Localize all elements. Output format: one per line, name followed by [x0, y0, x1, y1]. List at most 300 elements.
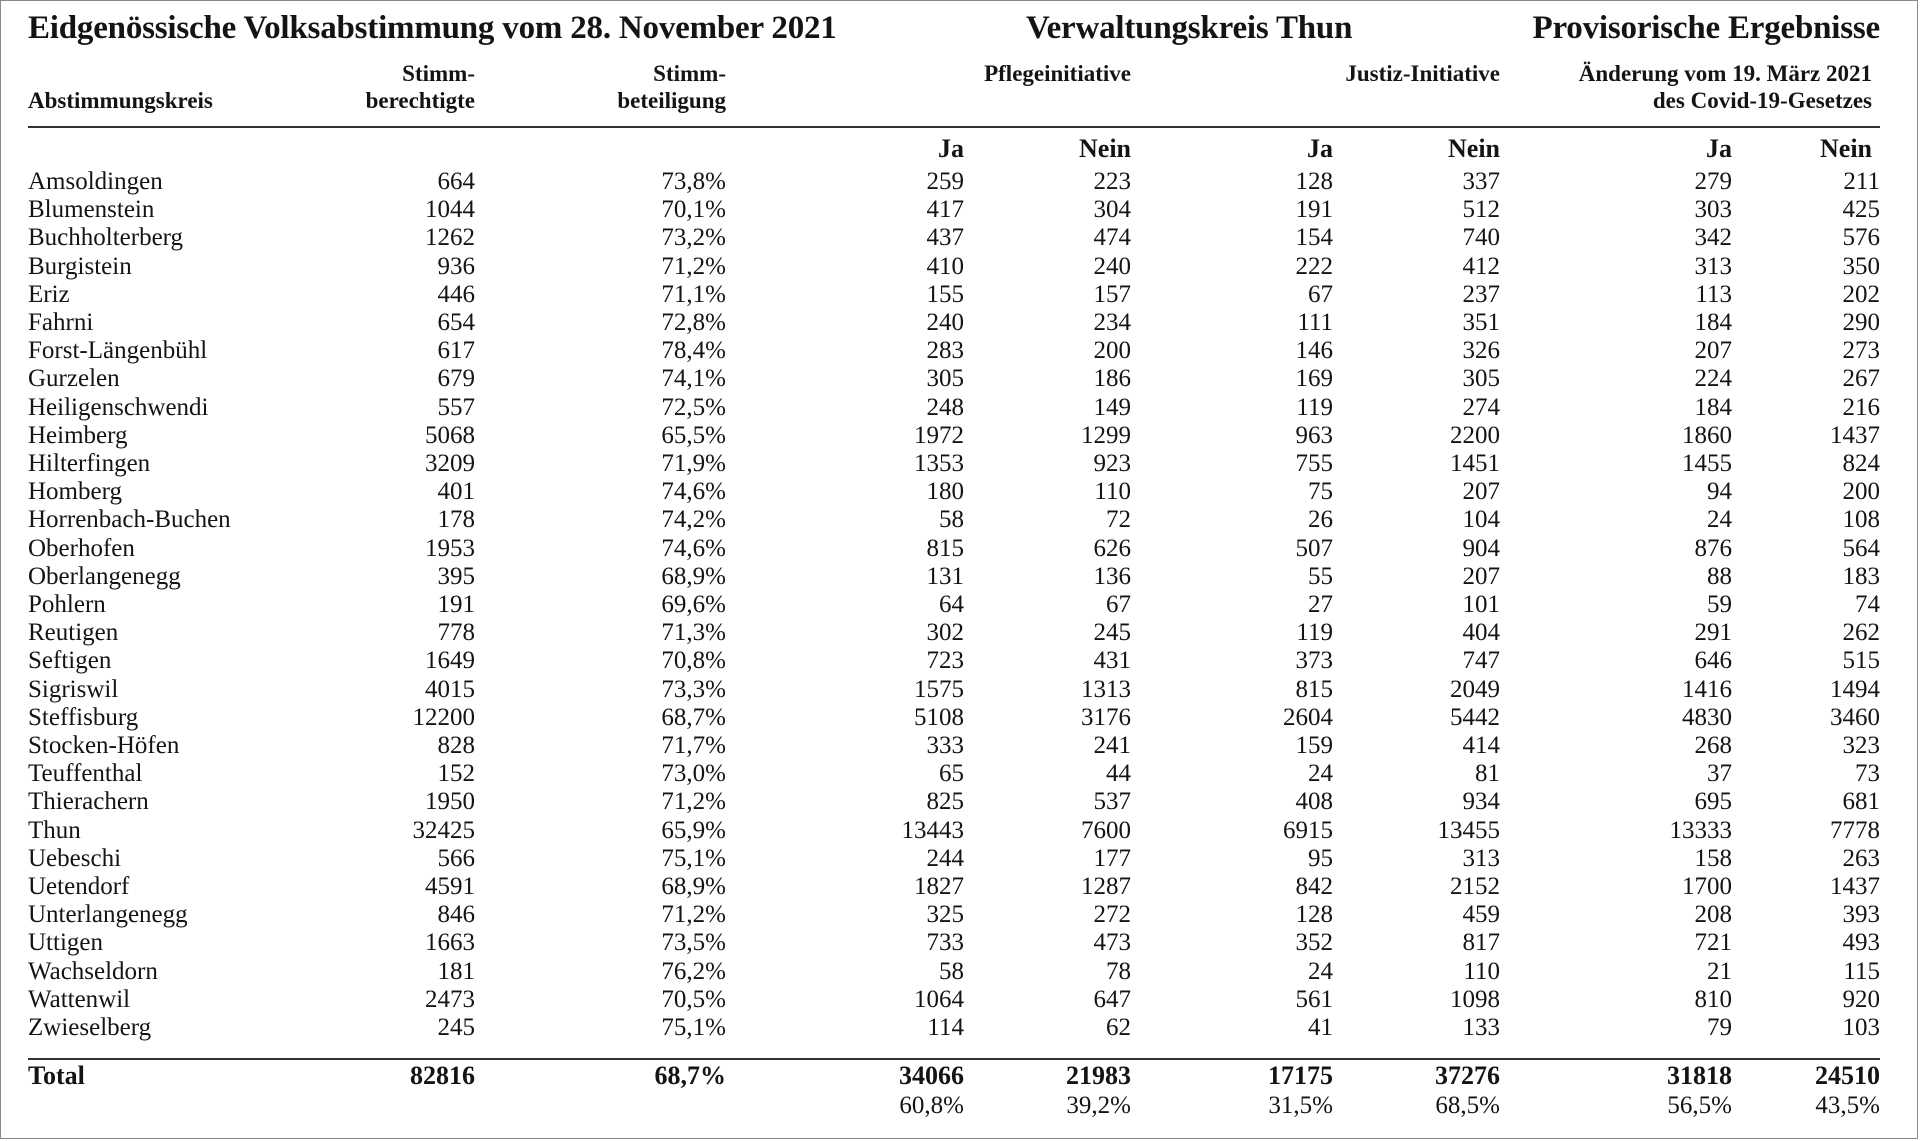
- header-covid-line2: des Covid-19-Gesetzes: [1652, 88, 1872, 113]
- column-header: [28, 56, 1880, 126]
- covid-nein: 108: [1842, 506, 1880, 534]
- pflege-nein: 626: [1093, 534, 1131, 562]
- stimmbeteiligung: 71,2%: [661, 252, 726, 280]
- covid-ja: 342: [1694, 224, 1732, 252]
- justiz-ja: 507: [1295, 534, 1333, 562]
- pflege-nein: 78: [1106, 957, 1131, 985]
- table-row: [28, 704, 1880, 732]
- municipality-name: Thierachern: [28, 788, 149, 816]
- stimmbeteiligung: 71,7%: [661, 732, 726, 760]
- stimmberechtigte: 178: [437, 506, 475, 534]
- justiz-nein: 207: [1462, 562, 1500, 590]
- total-section: [28, 1060, 1880, 1120]
- municipality-name: Uebeschi: [28, 844, 122, 872]
- table-row: [28, 478, 1880, 506]
- stimmbeteiligung: 75,1%: [661, 1014, 726, 1042]
- justiz-ja: 159: [1295, 732, 1333, 760]
- table-row: [28, 253, 1880, 281]
- stimmbeteiligung: 76,2%: [661, 957, 726, 985]
- stimmbeteiligung: 74,6%: [661, 478, 726, 506]
- covid-ja: 303: [1694, 196, 1732, 224]
- covid-nein: 183: [1842, 562, 1880, 590]
- stimmbeteiligung: 68,9%: [661, 562, 726, 590]
- municipality-name: Hilterfingen: [28, 450, 151, 478]
- covid-ja: 721: [1694, 929, 1732, 957]
- covid-nein: 1437: [1830, 421, 1880, 449]
- stimmberechtigte: 846: [437, 901, 475, 929]
- pflege-nein: 44: [1106, 760, 1131, 788]
- covid-nein: 576: [1842, 224, 1880, 252]
- covid-nein: 290: [1842, 309, 1880, 337]
- stimmbeteiligung: 73,5%: [661, 929, 726, 957]
- covid-nein: 262: [1842, 619, 1880, 647]
- justiz-ja: 191: [1295, 196, 1333, 224]
- covid-ja: 810: [1694, 985, 1732, 1013]
- stimmbeteiligung: 72,5%: [661, 393, 726, 421]
- stimmbeteiligung: 65,9%: [661, 816, 726, 844]
- covid-nein: 515: [1842, 647, 1880, 675]
- pflege-nein: 67: [1106, 591, 1131, 619]
- table-row: [28, 506, 1880, 534]
- stimmberechtigte: 1044: [425, 196, 475, 224]
- table-row: [28, 394, 1880, 422]
- justiz-ja: 561: [1295, 985, 1333, 1013]
- stimmberechtigte: 191: [437, 591, 475, 619]
- municipality-name: Eriz: [28, 280, 70, 308]
- results-table-body: [28, 168, 1880, 1042]
- pflege-nein: 473: [1093, 929, 1131, 957]
- pflege-nein: 647: [1093, 985, 1131, 1013]
- covid-nein: 323: [1842, 732, 1880, 760]
- pflege-nein: 223: [1093, 168, 1131, 195]
- covid-ja: 876: [1694, 534, 1732, 562]
- justiz-nein: 305: [1462, 365, 1500, 393]
- municipality-name: Oberlangenegg: [28, 562, 181, 590]
- header-pflegeinitiative: Pflegeinitiative: [984, 61, 1131, 86]
- table-row: [28, 168, 1880, 196]
- pflege-ja: 65: [939, 760, 964, 788]
- justiz-ja: 27: [1308, 591, 1333, 619]
- results-document: [28, 0, 1880, 1042]
- total-stimmbeteiligung: 68,7%: [654, 1061, 726, 1090]
- covid-nein: 1437: [1830, 873, 1880, 901]
- pct-pflege-nein: 39,2%: [1066, 1092, 1131, 1119]
- stimmberechtigte: 664: [437, 168, 475, 195]
- stimmberechtigte: 936: [437, 252, 475, 280]
- stimmbeteiligung: 74,2%: [661, 506, 726, 534]
- pflege-nein: 157: [1093, 280, 1131, 308]
- covid-ja: 184: [1694, 393, 1732, 421]
- table-row: [28, 760, 1880, 788]
- table-row: [28, 1014, 1880, 1042]
- justiz-nein: 512: [1462, 196, 1500, 224]
- municipality-name: Reutigen: [28, 619, 119, 647]
- stimmberechtigte: 3209: [425, 450, 475, 478]
- municipality-name: Stocken-Höfen: [28, 732, 180, 760]
- pflege-ja: 1575: [914, 675, 964, 703]
- covid-nein: 393: [1842, 901, 1880, 929]
- total-row: [28, 1060, 1880, 1092]
- justiz-nein: 817: [1462, 929, 1500, 957]
- total-covid-ja: 31818: [1667, 1061, 1732, 1090]
- justiz-ja: 169: [1295, 365, 1333, 393]
- header-stimmbeteiligung-line1: Stimm-: [653, 61, 726, 86]
- stimmberechtigte: 401: [437, 478, 475, 506]
- stimmbeteiligung: 73,2%: [661, 224, 726, 252]
- pflege-ja: 64: [939, 591, 964, 619]
- municipality-name: Steffisburg: [28, 703, 139, 731]
- pflege-nein: 1299: [1081, 421, 1131, 449]
- stimmbeteiligung: 71,9%: [661, 450, 726, 478]
- table-row: [28, 929, 1880, 957]
- justiz-nein: 133: [1462, 1014, 1500, 1042]
- table-row: [28, 676, 1880, 704]
- percent-row: [28, 1092, 1880, 1120]
- pflege-nein: 234: [1093, 309, 1131, 337]
- pflege-ja: 325: [926, 901, 964, 929]
- justiz-nein: 1451: [1450, 450, 1500, 478]
- stimmberechtigte: 181: [437, 957, 475, 985]
- covid-nein: 681: [1842, 788, 1880, 816]
- pct-pflege-ja: 60,8%: [899, 1092, 964, 1119]
- table-row: [28, 281, 1880, 309]
- covid-ja: 184: [1694, 309, 1732, 337]
- stimmbeteiligung: 70,5%: [661, 985, 726, 1013]
- header-stimmberechtigte-line1: Stimm-: [402, 61, 475, 86]
- covid-nein: 200: [1842, 478, 1880, 506]
- pflege-ja: 437: [926, 224, 964, 252]
- stimmbeteiligung: 72,8%: [661, 309, 726, 337]
- stimmberechtigte: 828: [437, 732, 475, 760]
- stimmbeteiligung: 68,7%: [661, 703, 726, 731]
- stimmberechtigte: 1649: [425, 647, 475, 675]
- header-justiz-initiative: Justiz-Initiative: [1345, 61, 1500, 86]
- municipality-name: Unterlangenegg: [28, 901, 188, 929]
- total-table: [28, 1060, 1880, 1120]
- table-row: [28, 365, 1880, 393]
- justiz-ja: 2604: [1283, 703, 1333, 731]
- pct-covid-ja: 56,5%: [1667, 1092, 1732, 1119]
- pflege-nein: 177: [1093, 844, 1131, 872]
- pflege-nein: 474: [1093, 224, 1131, 252]
- justiz-nein: 904: [1462, 534, 1500, 562]
- pflege-nein: 272: [1093, 901, 1131, 929]
- justiz-nein: 5442: [1450, 703, 1500, 731]
- stimmbeteiligung: 70,1%: [661, 196, 726, 224]
- stimmbeteiligung: 74,1%: [661, 365, 726, 393]
- stimmberechtigte: 2473: [425, 985, 475, 1013]
- stimmbeteiligung: 73,8%: [661, 168, 726, 195]
- table-row: [28, 958, 1880, 986]
- stimmberechtigte: 446: [437, 280, 475, 308]
- municipality-name: Burgistein: [28, 252, 132, 280]
- municipality-name: Pohlern: [28, 591, 106, 619]
- pflege-ja: 825: [926, 788, 964, 816]
- pct-justiz-ja: 31,5%: [1268, 1092, 1333, 1119]
- district-title: Verwaltungskreis Thun: [1026, 10, 1353, 46]
- stimmbeteiligung: 71,1%: [661, 280, 726, 308]
- pflege-ja: 58: [939, 506, 964, 534]
- justiz-nein: 81: [1475, 760, 1500, 788]
- pflege-ja: 305: [926, 365, 964, 393]
- justiz-ja: 75: [1308, 478, 1333, 506]
- covid-ja: 24: [1707, 506, 1732, 534]
- covid-ja: 1416: [1682, 675, 1732, 703]
- pflege-nein: 1313: [1081, 675, 1131, 703]
- total-stimmberechtigte: 82816: [410, 1061, 475, 1090]
- covid-nein: 493: [1842, 929, 1880, 957]
- municipality-name: Gurzelen: [28, 365, 120, 393]
- stimmberechtigte: 1262: [425, 224, 475, 252]
- justiz-ja: 95: [1308, 844, 1333, 872]
- pflege-ja: 723: [926, 647, 964, 675]
- justiz-ja: 154: [1295, 224, 1333, 252]
- pflege-ja-header: Ja: [938, 134, 964, 163]
- pflege-nein: 304: [1093, 196, 1131, 224]
- pflege-ja: 5108: [914, 703, 964, 731]
- stimmberechtigte: 1950: [425, 788, 475, 816]
- covid-ja: 158: [1694, 844, 1732, 872]
- pflege-ja: 248: [926, 393, 964, 421]
- justiz-nein: 1098: [1450, 985, 1500, 1013]
- table-row: [28, 450, 1880, 478]
- table-row: [28, 817, 1880, 845]
- table-row: [28, 647, 1880, 675]
- justiz-nein: 13455: [1437, 816, 1500, 844]
- stimmberechtigte: 32425: [412, 816, 475, 844]
- stimmberechtigte: 4591: [425, 873, 475, 901]
- covid-nein: 267: [1842, 365, 1880, 393]
- pflege-ja: 410: [926, 252, 964, 280]
- covid-ja: 646: [1694, 647, 1732, 675]
- justiz-nein: 740: [1462, 224, 1500, 252]
- justiz-nein: 110: [1463, 957, 1500, 985]
- covid-ja: 208: [1694, 901, 1732, 929]
- covid-nein: 202: [1842, 280, 1880, 308]
- header-stimmberechtigte-line2: berechtigte: [365, 88, 475, 113]
- pct-covid-nein: 43,5%: [1815, 1092, 1880, 1119]
- pflege-nein: 241: [1093, 732, 1131, 760]
- table-row: [28, 224, 1880, 252]
- covid-nein: 350: [1842, 252, 1880, 280]
- stimmberechtigte: 245: [437, 1014, 475, 1042]
- justiz-nein: 934: [1462, 788, 1500, 816]
- justiz-nein: 313: [1462, 844, 1500, 872]
- pflege-nein: 245: [1093, 619, 1131, 647]
- justiz-nein: 412: [1462, 252, 1500, 280]
- pflege-ja: 1064: [914, 985, 964, 1013]
- stimmbeteiligung: 65,5%: [661, 421, 726, 449]
- total-justiz-nein: 37276: [1435, 1061, 1500, 1090]
- justiz-ja: 119: [1296, 393, 1333, 421]
- pflege-nein: 186: [1093, 365, 1131, 393]
- stimmberechtigte: 152: [437, 760, 475, 788]
- table-row: [28, 535, 1880, 563]
- stimmbeteiligung: 78,4%: [661, 337, 726, 365]
- municipality-name: Teuffenthal: [28, 760, 143, 788]
- pflege-ja: 1972: [914, 421, 964, 449]
- justiz-ja: 26: [1308, 506, 1333, 534]
- pflege-ja: 240: [926, 309, 964, 337]
- justiz-nein: 459: [1462, 901, 1500, 929]
- pflege-nein: 149: [1093, 393, 1131, 421]
- covid-nein: 103: [1842, 1014, 1880, 1042]
- covid-ja: 268: [1694, 732, 1732, 760]
- pflege-ja: 733: [926, 929, 964, 957]
- municipality-name: Buchholterberg: [28, 224, 184, 252]
- municipality-name: Horrenbach-Buchen: [28, 506, 231, 534]
- pflege-ja: 180: [926, 478, 964, 506]
- table-row: [28, 422, 1880, 450]
- status-title: Provisorische Ergebnisse: [1532, 10, 1880, 46]
- justiz-ja: 128: [1295, 901, 1333, 929]
- covid-nein: 1494: [1830, 675, 1880, 703]
- municipality-name: Wachseldorn: [28, 957, 158, 985]
- pflege-nein: 537: [1093, 788, 1131, 816]
- justiz-nein: 274: [1462, 393, 1500, 421]
- justiz-nein: 414: [1462, 732, 1500, 760]
- justiz-ja: 408: [1295, 788, 1333, 816]
- municipality-name: Heiligenschwendi: [28, 393, 209, 421]
- justiz-ja: 55: [1308, 562, 1333, 590]
- justiz-ja: 755: [1295, 450, 1333, 478]
- covid-nein: 263: [1842, 844, 1880, 872]
- pflege-ja: 333: [926, 732, 964, 760]
- header-covid-line1: Änderung vom 19. März 2021: [1578, 61, 1872, 86]
- covid-ja: 59: [1707, 591, 1732, 619]
- pflege-nein: 431: [1093, 647, 1131, 675]
- covid-ja: 88: [1707, 562, 1732, 590]
- stimmberechtigte: 395: [437, 562, 475, 590]
- municipality-name: Oberhofen: [28, 534, 135, 562]
- covid-nein: 425: [1842, 196, 1880, 224]
- total-label: Total: [28, 1061, 85, 1090]
- justiz-ja: 963: [1295, 421, 1333, 449]
- justiz-ja: 24: [1308, 957, 1333, 985]
- covid-ja: 695: [1694, 788, 1732, 816]
- stimmbeteiligung: 70,8%: [661, 647, 726, 675]
- pct-justiz-nein: 68,5%: [1435, 1092, 1500, 1119]
- stimmbeteiligung: 71,2%: [661, 901, 726, 929]
- municipality-name: Homberg: [28, 478, 122, 506]
- pflege-ja: 283: [926, 337, 964, 365]
- justiz-nein: 326: [1462, 337, 1500, 365]
- header-stimmbeteiligung-line2: beteiligung: [617, 88, 726, 113]
- pflege-ja: 131: [926, 562, 964, 590]
- stimmbeteiligung: 71,3%: [661, 619, 726, 647]
- covid-nein: 73: [1855, 760, 1880, 788]
- table-row: [28, 901, 1880, 929]
- table-row: [28, 619, 1880, 647]
- covid-ja: 21: [1707, 957, 1732, 985]
- justiz-nein: 747: [1462, 647, 1500, 675]
- pflege-nein: 7600: [1081, 816, 1131, 844]
- pflege-ja: 1827: [914, 873, 964, 901]
- table-row: [28, 337, 1880, 365]
- municipality-name: Zwieselberg: [28, 1014, 152, 1042]
- results-table: [28, 168, 1880, 1042]
- covid-ja: 224: [1694, 365, 1732, 393]
- ja-nein-header-row: [28, 126, 1880, 168]
- table-row: [28, 845, 1880, 873]
- stimmbeteiligung: 73,0%: [661, 760, 726, 788]
- municipality-name: Heimberg: [28, 421, 128, 449]
- justiz-ja: 373: [1295, 647, 1333, 675]
- pflege-nein-header: Nein: [1079, 134, 1131, 163]
- municipality-name: Fahrni: [28, 309, 94, 337]
- justiz-ja: 24: [1308, 760, 1333, 788]
- stimmberechtigte: 5068: [425, 421, 475, 449]
- total-pflege-nein: 21983: [1066, 1061, 1131, 1090]
- covid-ja: 291: [1694, 619, 1732, 647]
- municipality-name: Seftigen: [28, 647, 112, 675]
- pflege-nein: 923: [1093, 450, 1131, 478]
- municipality-name: Uttigen: [28, 929, 103, 957]
- covid-ja: 1700: [1682, 873, 1732, 901]
- pflege-ja: 259: [926, 168, 964, 195]
- justiz-nein: 2049: [1450, 675, 1500, 703]
- stimmberechtigte: 12200: [412, 703, 475, 731]
- justiz-ja: 41: [1308, 1014, 1333, 1042]
- covid-nein: 211: [1843, 168, 1880, 195]
- header-abstimmungskreis: Abstimmungskreis: [28, 88, 213, 113]
- justiz-ja-header: Ja: [1307, 134, 1333, 163]
- page-title: Eidgenössische Volksabstimmung vom 28. November 2021: [28, 10, 837, 46]
- covid-ja: 313: [1694, 252, 1732, 280]
- municipality-name: Amsoldingen: [28, 168, 163, 195]
- municipality-name: Forst-Längenbühl: [28, 337, 208, 365]
- stimmberechtigte: 617: [437, 337, 475, 365]
- covid-ja: 1860: [1682, 421, 1732, 449]
- justiz-ja: 842: [1295, 873, 1333, 901]
- justiz-ja: 815: [1295, 675, 1333, 703]
- justiz-ja: 119: [1296, 619, 1333, 647]
- municipality-name: Blumenstein: [28, 196, 155, 224]
- table-row: [28, 563, 1880, 591]
- justiz-nein: 351: [1462, 309, 1500, 337]
- pflege-nein: 200: [1093, 337, 1131, 365]
- justiz-ja: 111: [1297, 309, 1333, 337]
- pflege-ja: 417: [926, 196, 964, 224]
- justiz-ja: 67: [1308, 280, 1333, 308]
- pflege-ja: 302: [926, 619, 964, 647]
- pflege-nein: 110: [1094, 478, 1131, 506]
- stimmbeteiligung: 71,2%: [661, 788, 726, 816]
- justiz-nein: 404: [1462, 619, 1500, 647]
- covid-nein: 824: [1842, 450, 1880, 478]
- table-row: [28, 986, 1880, 1014]
- pflege-nein: 1287: [1081, 873, 1131, 901]
- justiz-ja: 352: [1295, 929, 1333, 957]
- total-justiz-ja: 17175: [1268, 1061, 1333, 1090]
- stimmberechtigte: 654: [437, 309, 475, 337]
- justiz-ja: 6915: [1283, 816, 1333, 844]
- table-row: [28, 196, 1880, 224]
- stimmbeteiligung: 74,6%: [661, 534, 726, 562]
- pflege-ja: 1353: [914, 450, 964, 478]
- covid-nein: 920: [1842, 985, 1880, 1013]
- municipality-name: Uetendorf: [28, 873, 130, 901]
- pflege-ja: 58: [939, 957, 964, 985]
- covid-ja: 113: [1695, 280, 1732, 308]
- covid-ja: 279: [1694, 168, 1732, 195]
- justiz-ja: 222: [1295, 252, 1333, 280]
- pflege-nein: 240: [1093, 252, 1131, 280]
- stimmbeteiligung: 69,6%: [661, 591, 726, 619]
- total-covid-nein: 24510: [1815, 1061, 1880, 1090]
- justiz-ja: 128: [1295, 168, 1333, 195]
- stimmbeteiligung: 75,1%: [661, 844, 726, 872]
